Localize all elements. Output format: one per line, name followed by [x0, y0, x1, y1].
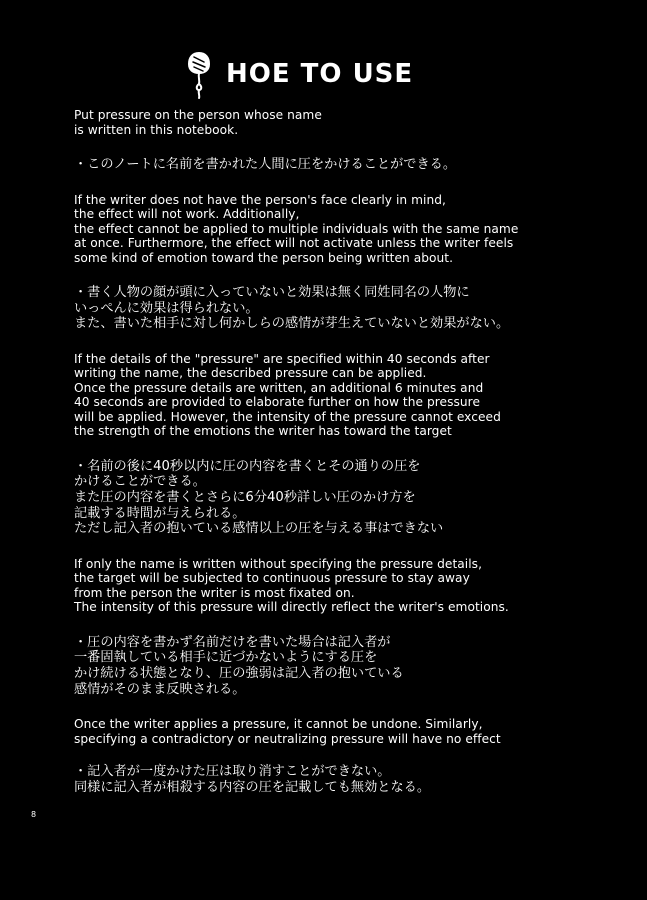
instructions-body	[74, 108, 634, 795]
rule-5-english: Once the writer applies a pressure, it cannot be undone. Similarly, specifying a contradictory or neutralizing pressure will have no effect	[74, 717, 501, 746]
rule-1-english: Put pressure on the person whose name is written in this notebook.	[74, 108, 322, 137]
rule-5-japanese: ・記入者が一度かけた圧は取り消すことができない。 同様に記入者が相殺する内容の圧を記載しても無効となる。	[74, 764, 431, 795]
rule-3-english: If the details of the "pressure" are specified within 40 seconds after writing the name, the described pressure can be applied. Once the pressure details are written, an additional 6 minutes and 40 seconds are provided to elaborate further on how the pressure will be applied. However, the intensity of the pressure cannot exceed the strength of the emotions the writer has toward the target	[74, 351, 501, 439]
page-number: 8	[31, 810, 37, 819]
hoe-scroll-icon	[186, 50, 212, 100]
page-title: HOE TO USE	[226, 59, 414, 89]
rule-3-japanese: ・名前の後に40秒以内に圧の内容を書くとその通りの圧を かけることができる。 また圧の内容を書くとさらに6分40秒詳しい圧のかけ方を 記載する時間が与えられる。 ただし記入者の抱いている感情以上の圧を与える事はできない	[74, 458, 444, 537]
rule-1-japanese: ・このノートに名前を書かれた人間に圧をかけることができる。	[74, 157, 457, 172]
rule-4-english: If only the name is written without specifying the pressure details, the target will be subjected to continuous pressure to stay away from the person the writer is most fixated on. The intensity of this pressure will directly reflect the writer's emotions.	[74, 556, 509, 615]
rule-2-english: If the writer does not have the person's face clearly in mind, the effect will not work. Additionally, the effect cannot be applied to multiple individuals with the same name at once. Furthermore, the effect will not activate unless the writer feels some kind of emotion toward the person being written about.	[74, 192, 519, 265]
rule-2-japanese: ・書く人物の顔が頭に入っていないと効果は無く同姓同名の人物に いっぺんに効果は得られない。 また、書いた相手に対し何かしらの感情が芽生えていないと効果がない。	[74, 285, 510, 332]
page-header	[186, 50, 413, 100]
rule-4-japanese: ・圧の内容を書かず名前だけを書いた場合は記入者が 一番固執している相手に近づかないようにする圧を かけ続ける状態となり、圧の強弱は記入者の抱いている 感情がそのまま反映される。	[74, 634, 404, 697]
